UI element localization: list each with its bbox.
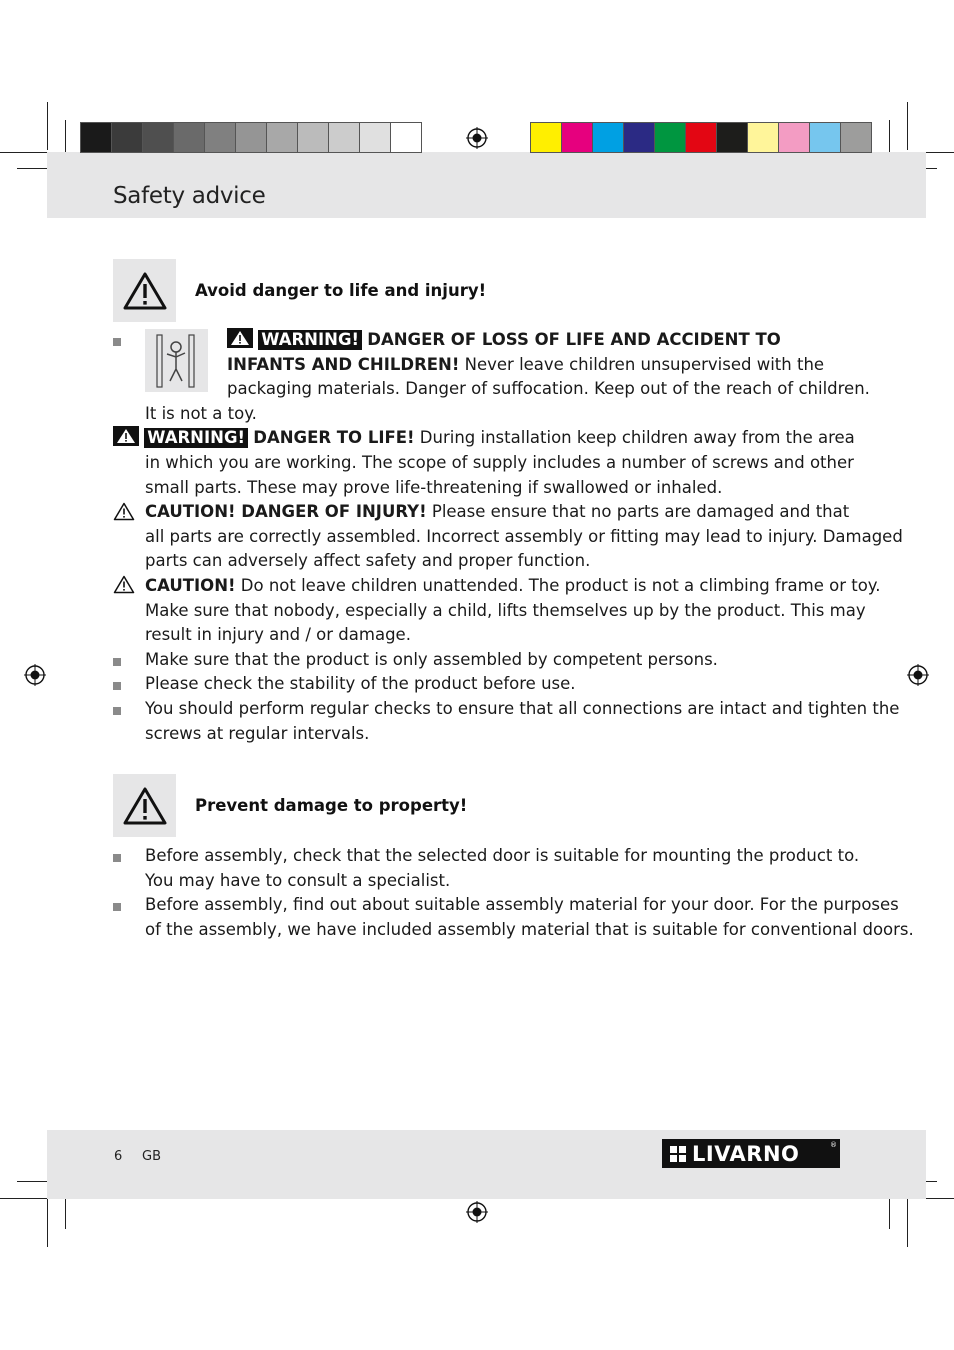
section-heading: Avoid danger to life and injury! <box>195 281 487 300</box>
crop-mark <box>47 102 48 150</box>
text: in which you are working. The scope of supply includes a number of screws and other <box>145 453 854 472</box>
color-swatch <box>390 122 422 153</box>
crop-mark <box>0 1198 47 1199</box>
color-swatch <box>716 122 748 153</box>
warning-triangle-icon <box>227 328 253 348</box>
bullet <box>113 854 121 862</box>
crop-mark <box>47 1199 48 1247</box>
bullet <box>113 658 121 666</box>
list-item: Make sure that the product is only assembled by competent persons. <box>145 650 718 669</box>
warning-triangle-icon <box>122 271 168 311</box>
bullet <box>113 903 121 911</box>
text: Do not leave children unattended. The product is not a climbing frame or toy. <box>235 576 881 595</box>
text: Please ensure that no parts are damaged and that <box>426 502 850 521</box>
text: During installation keep children away from the area <box>414 428 855 447</box>
caution-heading: CAUTION! DANGER OF INJURY! <box>145 502 427 521</box>
danger-heading-cont: INFANTS AND CHILDREN! <box>227 354 460 374</box>
warning-triangle-icon <box>113 426 139 446</box>
color-swatch <box>809 122 841 153</box>
page-number: 6 <box>114 1149 123 1164</box>
color-swatch <box>80 122 112 153</box>
language-code: GB <box>142 1149 161 1164</box>
section-heading: Prevent damage to property! <box>195 796 468 815</box>
text: packaging materials. Danger of suffocation. Keep out of the reach of children. <box>227 379 870 398</box>
bullet <box>113 682 121 690</box>
list-item: Please check the stability of the product before use. <box>145 674 576 693</box>
color-swatch <box>623 122 655 153</box>
text: It is not a toy. <box>145 404 257 423</box>
color-swatch <box>359 122 391 153</box>
text: screws at regular intervals. <box>145 723 370 743</box>
text: parts can adversely affect safety and proper function. <box>145 551 591 570</box>
registered-icon: ® <box>830 1141 837 1149</box>
color-swatch <box>204 122 236 153</box>
color-swatch <box>142 122 174 153</box>
color-swatch <box>685 122 717 153</box>
text: small parts. These may prove life-threatening if swallowed or inhaled. <box>145 477 723 497</box>
page-title: Safety advice <box>113 183 266 209</box>
bullet <box>113 338 121 346</box>
text: You may have to consult a specialist. <box>145 870 451 890</box>
color-swatch <box>266 122 298 153</box>
crop-mark <box>0 152 47 153</box>
color-swatch <box>592 122 624 153</box>
warning-item <box>113 426 855 451</box>
crop-mark <box>907 102 908 150</box>
brand-logo <box>662 1139 840 1168</box>
color-swatch <box>235 122 267 153</box>
text: all parts are correctly assembled. Incorrect assembly or fitting may lead to injury. Damaged <box>145 526 903 546</box>
color-swatch <box>778 122 810 153</box>
danger-heading: DANGER OF LOSS OF LIFE AND ACCIDENT TO <box>367 330 781 349</box>
warning-triangle-icon <box>122 786 168 826</box>
color-swatch <box>297 122 329 153</box>
text: result in injury and / or damage. <box>145 625 411 644</box>
color-swatch <box>530 122 562 153</box>
color-swatch <box>111 122 143 153</box>
crop-mark <box>907 1199 908 1247</box>
text: Never leave children unsupervised with the <box>459 354 825 374</box>
bullet <box>113 707 121 715</box>
text: You should perform regular checks to ensure that all connections are intact and tighten the <box>145 699 900 718</box>
registration-mark-icon <box>466 127 488 149</box>
caution-heading: CAUTION! <box>145 576 236 595</box>
list-item <box>145 893 914 942</box>
brand-name: LIVARNO <box>692 1141 800 1166</box>
child-warning-pictogram <box>145 329 208 392</box>
warning-item <box>227 328 870 402</box>
list-item <box>145 844 859 893</box>
danger-heading: DANGER TO LIFE! <box>253 428 415 447</box>
registration-mark-icon <box>24 664 46 686</box>
caution-item <box>145 500 903 574</box>
text: Make sure that nobody, especially a child, lifts themselves up by the product. This may <box>145 600 866 620</box>
caution-triangle-icon <box>113 575 135 594</box>
color-swatch <box>747 122 779 153</box>
list-item <box>145 697 899 746</box>
text: Before assembly, check that the selected door is suitable for mounting the product to. <box>145 846 860 865</box>
logo-mark-icon <box>670 1146 686 1162</box>
child-climbing-icon <box>145 329 208 392</box>
color-swatch <box>173 122 205 153</box>
color-swatch <box>561 122 593 153</box>
warning-item-cont <box>145 451 854 500</box>
caution-triangle-icon <box>113 502 135 521</box>
warning-box <box>113 774 176 837</box>
registration-mark-icon <box>466 1201 488 1223</box>
text: Before assembly, find out about suitable assembly material for your door. For the purposes <box>145 895 899 914</box>
color-swatch <box>328 122 360 153</box>
warning-box <box>113 259 176 322</box>
warning-label: WARNING! <box>144 428 248 448</box>
color-swatch <box>654 122 686 153</box>
text: of the assembly, we have included assembly material that is suitable for conventional doors. <box>145 919 914 939</box>
registration-mark-icon <box>907 664 929 686</box>
caution-item <box>145 574 880 648</box>
warning-label: WARNING! <box>258 330 362 350</box>
color-swatch <box>840 122 872 153</box>
